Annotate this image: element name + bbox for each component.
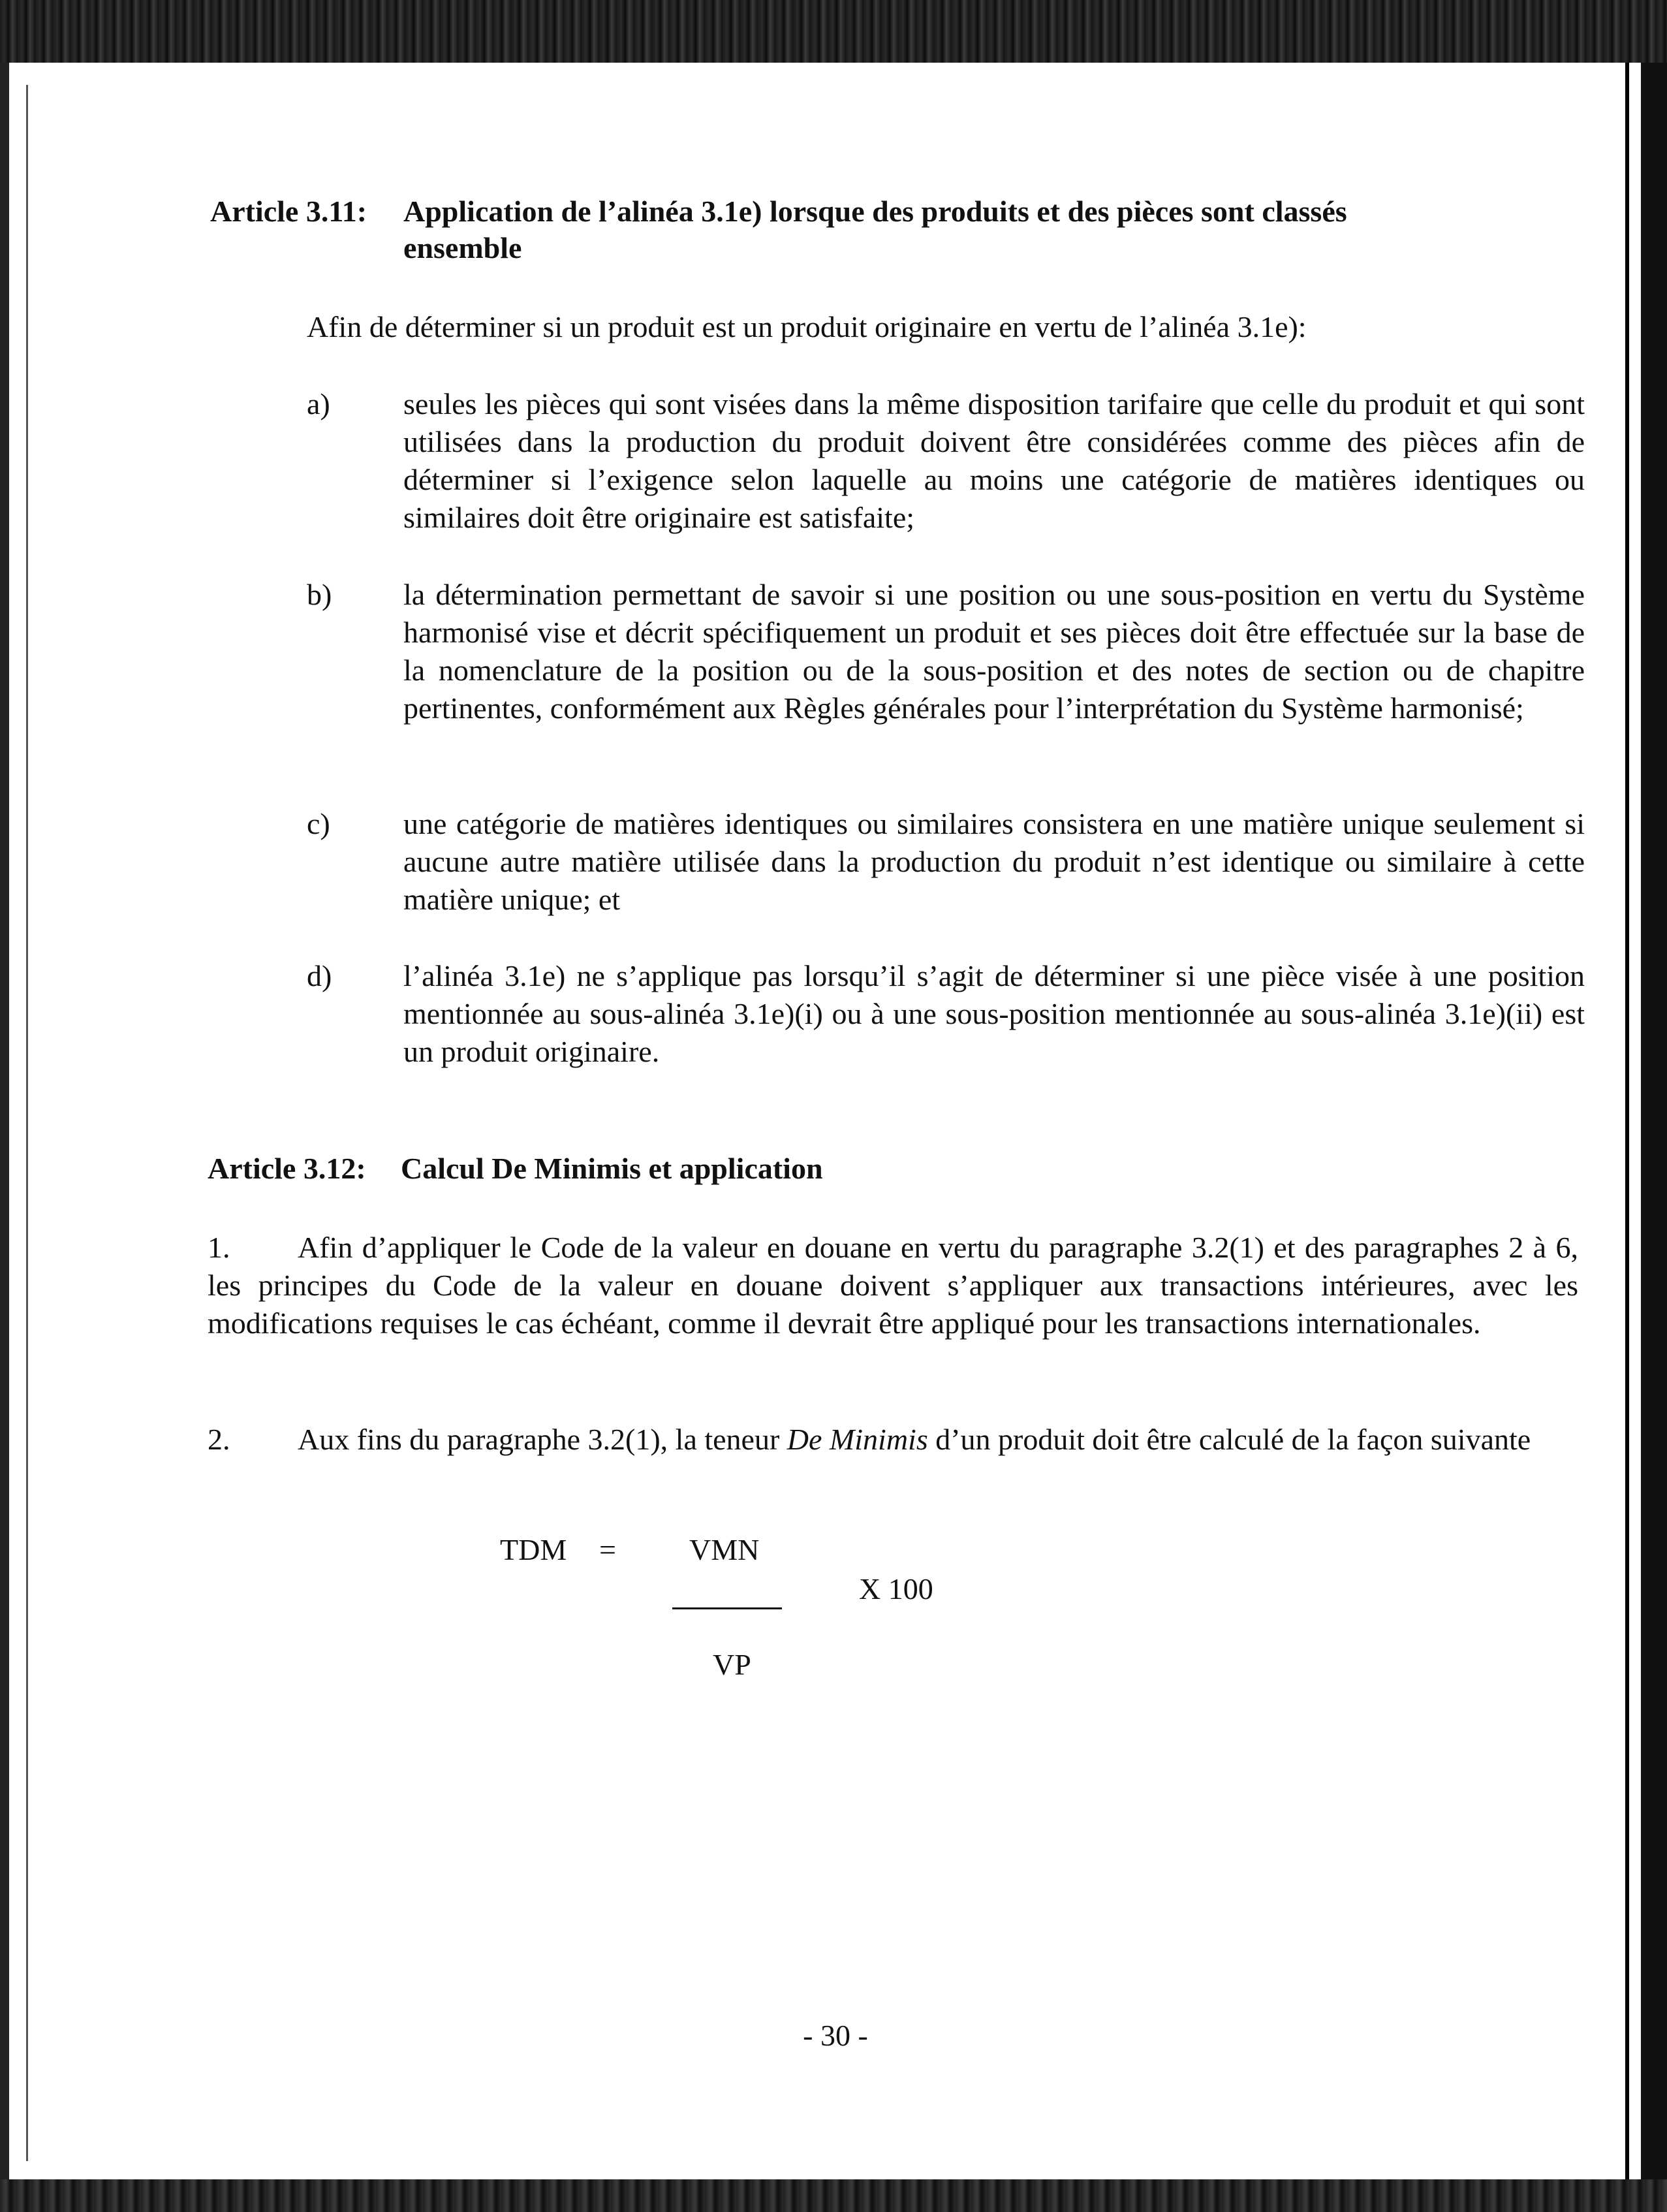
- item-b-text: la détermination permettant de savoir si une position ou une sous-position en vertu du Système harmonisé vise et décrit spécifiquement un produit et ses pièces doit être effectuée sur la base de la nomenclature de la position ou de la sous-position et des notes de section ou de chapitre pertinentes, conformément aux Règles générales pour l’interprétation du Système harmonisé;: [403, 578, 1585, 725]
- paragraph-2-text-after: d’un produit doit être calculé de la façon suivante: [927, 1423, 1531, 1456]
- item-c-text: une catégorie de matières identiques ou similaires consistera en une matière unique seulement si aucune autre matière utilisée dans la production du produit n’est identique ou similaire à cette matière unique; et: [403, 807, 1585, 916]
- scan-border-bottom: [0, 2179, 1667, 2212]
- paragraph-2-number: 2.: [208, 1423, 230, 1456]
- article-312-title: Calcul De Minimis et application: [401, 1152, 823, 1185]
- item-d-text: l’alinéa 3.1e) ne s’applique pas lorsqu’il s’agit de déterminer si une pièce visée à une position mentionnée au sous-alinéa 3.1e)(i) ou à une sous-position mentionnée au sous-alinéa 3.1e)(ii) est un produit originaire.: [403, 959, 1585, 1068]
- item-d-label: d): [307, 959, 332, 992]
- scan-border-right: [1621, 63, 1667, 2179]
- page-number: - 30 -: [803, 2019, 868, 2052]
- article-312-paragraph-1: [208, 1229, 1578, 1342]
- scan-binding-line: [26, 85, 28, 2161]
- article-312-number: Article 3.12:: [208, 1152, 366, 1185]
- formula-lhs: TDM: [500, 1533, 567, 1566]
- article-311-intro: Afin de déterminer si un produit est un produit originaire en vertu de l’alinéa 3.1e):: [307, 310, 1307, 343]
- item-a-label: a): [307, 387, 330, 420]
- formula-multiplier: X 100: [859, 1572, 933, 1605]
- article-311-heading: [210, 193, 1483, 272]
- scan-border-left: [0, 63, 9, 2179]
- article-312-heading: [208, 1150, 1480, 1190]
- article-312-paragraph-2: [208, 1421, 1533, 1459]
- formula-equals: =: [599, 1533, 616, 1566]
- formula-fraction-bar: [672, 1607, 782, 1609]
- paragraph-1-text: Afin d’appliquer le Code de la valeur en douane en vertu du paragraphe 3.2(1) et des paragraphes 2 à 6, les principes du Code de la valeur en douane doivent s’appliquer aux transactions intérieures, avec les modifications requises le cas échéant, comme il devrait être appliqué pour les transactions internationales.: [208, 1231, 1578, 1340]
- article-311-title: Application de l’alinéa 3.1e) lorsque des produits et des pièces sont classés ensemble: [403, 195, 1347, 264]
- article-311-number: Article 3.11:: [210, 195, 367, 228]
- item-a-text: seules les pièces qui sont visées dans la même disposition tarifaire que celle du produit et qui sont utilisées dans la production du produit doivent être considérées comme des pièces afin de déterminer si l’exigence selon laquelle au moins une catégorie de matières identiques ou similaires doit être originaire est satisfaite;: [403, 387, 1585, 534]
- paragraph-1-number: 1.: [208, 1231, 230, 1264]
- item-c-label: c): [307, 807, 330, 840]
- scan-border-top: [0, 0, 1667, 63]
- paragraph-2-text-italic: De Minimis: [787, 1423, 928, 1456]
- item-b-label: b): [307, 578, 332, 611]
- paragraph-2-text-before: Aux fins du paragraphe 3.2(1), la teneur: [298, 1423, 787, 1456]
- formula-numerator: VMN: [689, 1533, 760, 1566]
- formula-denominator: VP: [713, 1648, 751, 1681]
